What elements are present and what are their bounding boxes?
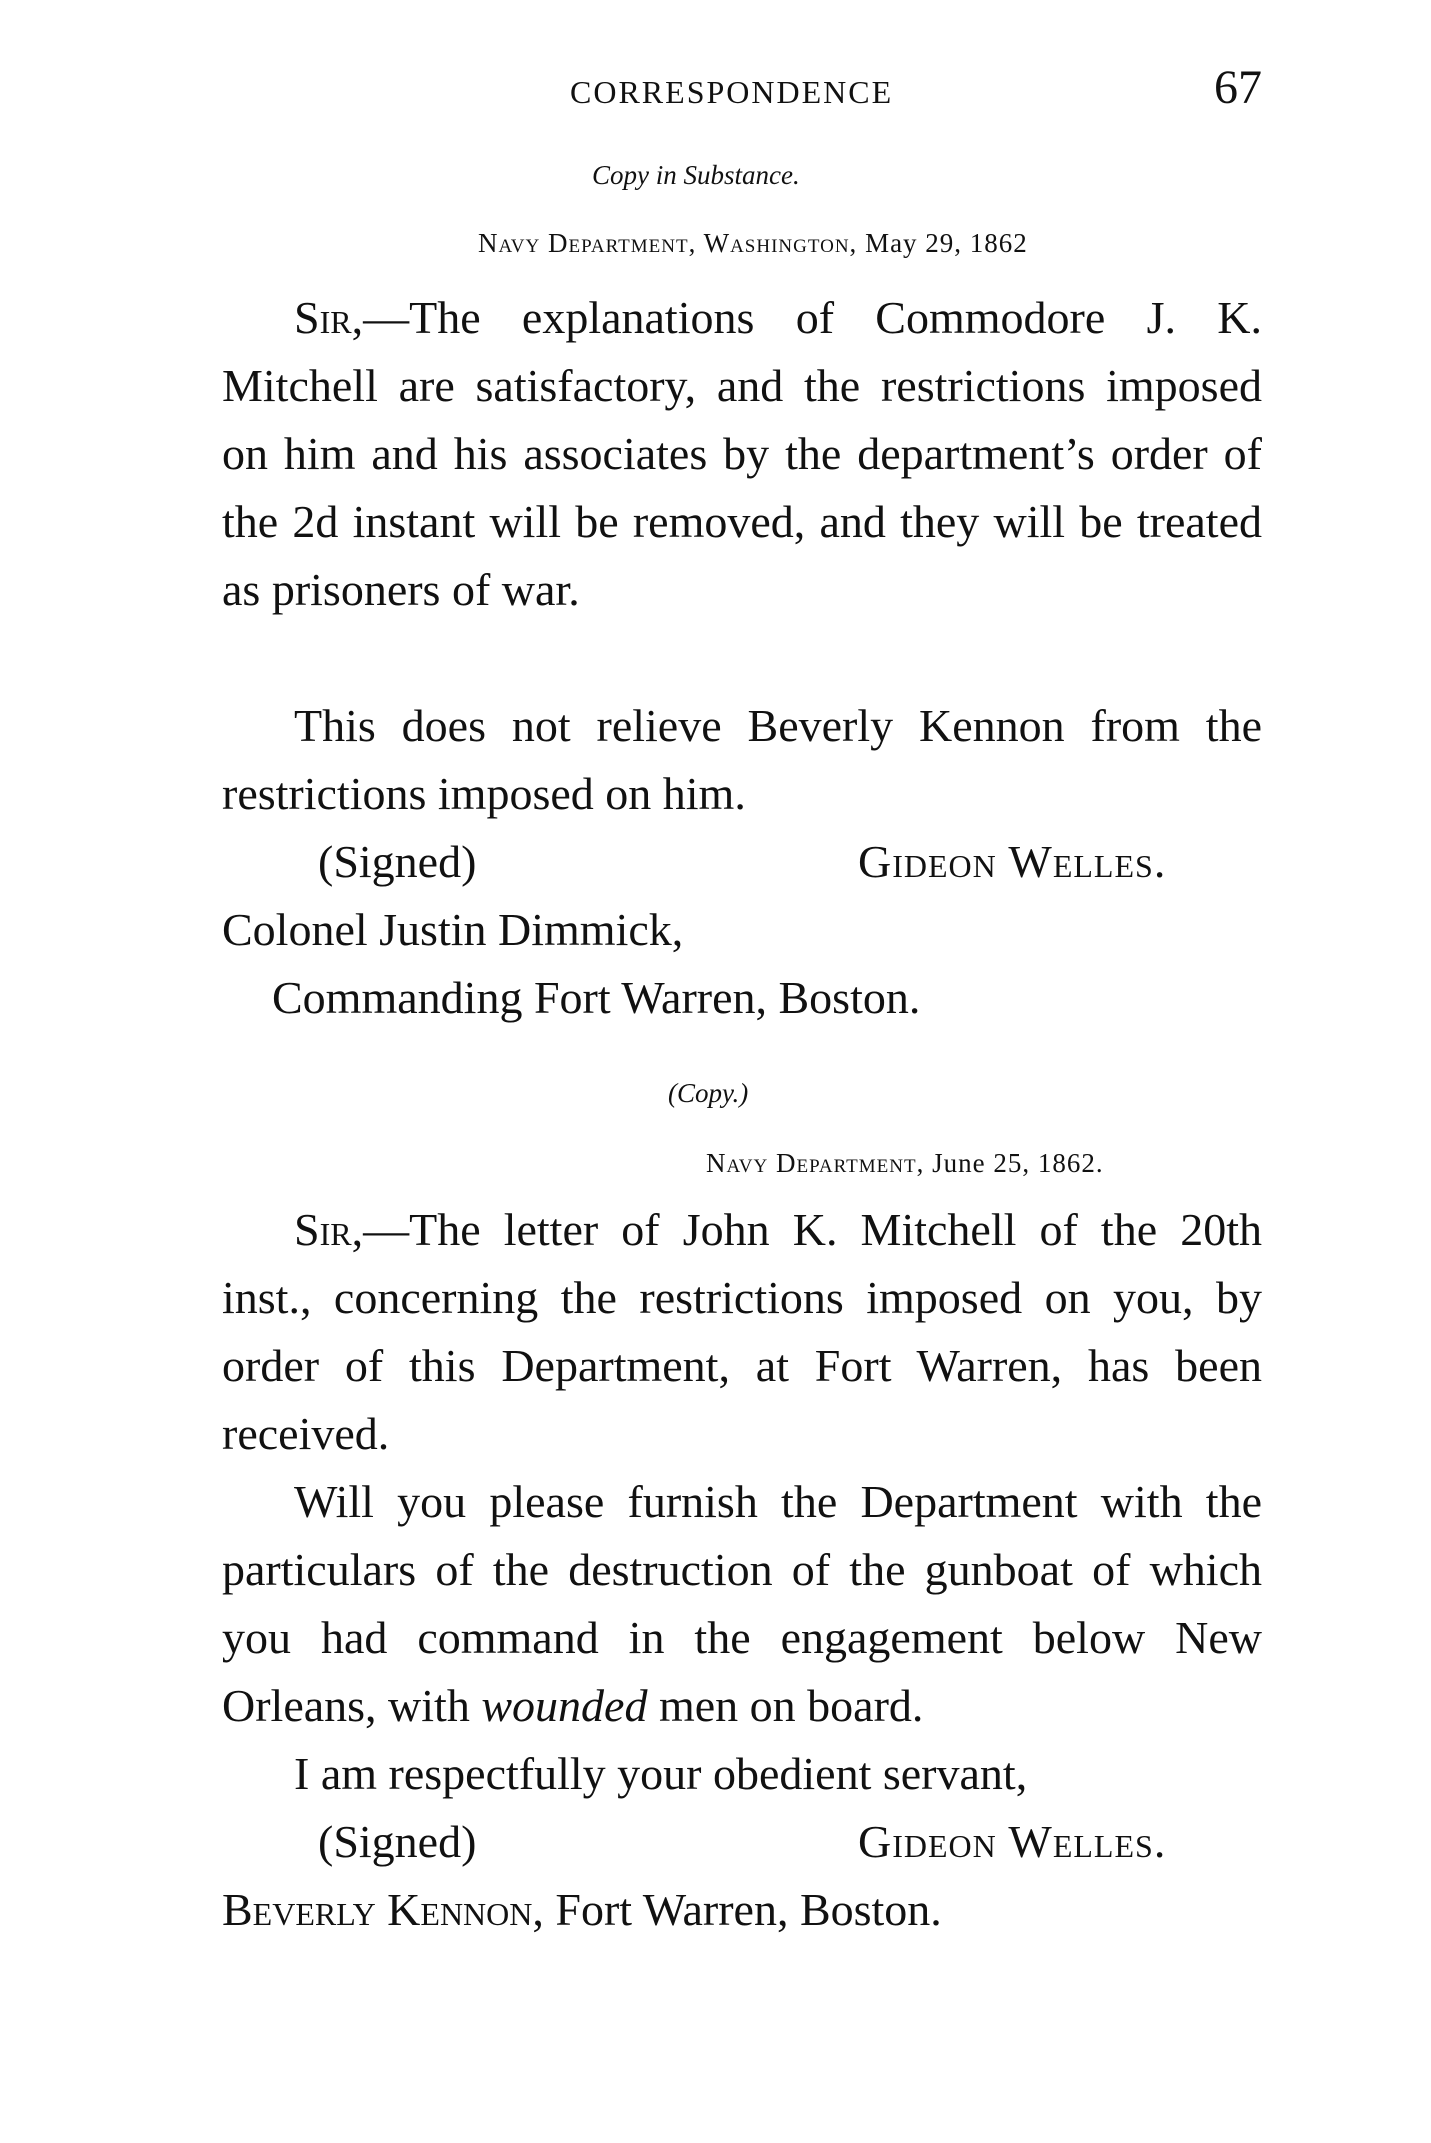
addressee-name-1: Colonel Justin Dimmick, [222, 904, 684, 955]
dateline-1 [478, 228, 1028, 259]
page-number: 67 [1214, 61, 1262, 114]
letter-1-paragraph-1 [222, 284, 1262, 624]
dateline-1-date: May 29, 1862 [865, 228, 1028, 258]
letter-2-paragraph-1 [222, 1196, 1262, 1468]
addressee-2 [222, 1876, 942, 1944]
addressee-title-1: Commanding Fort Warren, Boston. [272, 972, 921, 1023]
signature-line-2 [222, 1808, 1222, 1876]
copy-note-1: Copy in Substance. [592, 160, 800, 190]
letter-2-paragraph-2 [222, 1468, 1262, 1740]
letter-2-body-2b: men on board. [647, 1680, 924, 1731]
salutation-2: Sir, [294, 1204, 364, 1255]
emphasis-wounded: wounded [481, 1680, 648, 1731]
letter-1-body-1: —The explanations of Commodore J. K. Mitchell are satisfactory, and the restrictions imposed on him and his associates by the department’s order of the 2d instant will be removed, and they will be treated as prisoners of war. [222, 292, 1262, 615]
signer-name-1: Gideon Welles. [858, 836, 1167, 887]
dateline-1-place: Navy Department, Washington, [478, 228, 858, 258]
dateline-2-date: June 25, 1862. [932, 1148, 1104, 1178]
running-head: CORRESPONDENCE [570, 74, 894, 110]
dateline-2 [706, 1148, 1104, 1179]
addressee-place-2: Fort Warren, Boston. [543, 1884, 942, 1935]
letter-1-paragraph-2: This does not relieve Beverly Kennon from the restrictions imposed on him. [222, 700, 1262, 819]
letter-2-body-2a: Will you please furnish the Department with the particulars of the destruction of the gunboat of which you had command in the engagement below New Orleans, with [222, 1476, 1262, 1731]
copy-note-2: (Copy.) [668, 1078, 749, 1108]
letter-2-body-1: —The letter of John K. Mitchell of the 20th inst., concerning the restrictions imposed on you, by order of this Department, at Fort Warren, has been received. [222, 1204, 1262, 1459]
signer-name-2: Gideon Welles. [858, 1816, 1167, 1867]
signed-label-1: (Signed) [318, 836, 477, 887]
addressee-name-2: Beverly Kennon, [222, 1884, 544, 1935]
salutation-1: Sir, [294, 292, 364, 343]
signature-line-1 [222, 828, 1222, 896]
page-header [222, 60, 1262, 120]
dateline-2-place: Navy Department, [706, 1148, 925, 1178]
closing-line: I am respectfully your obedient servant, [294, 1748, 1028, 1799]
signed-label-2: (Signed) [318, 1816, 477, 1867]
